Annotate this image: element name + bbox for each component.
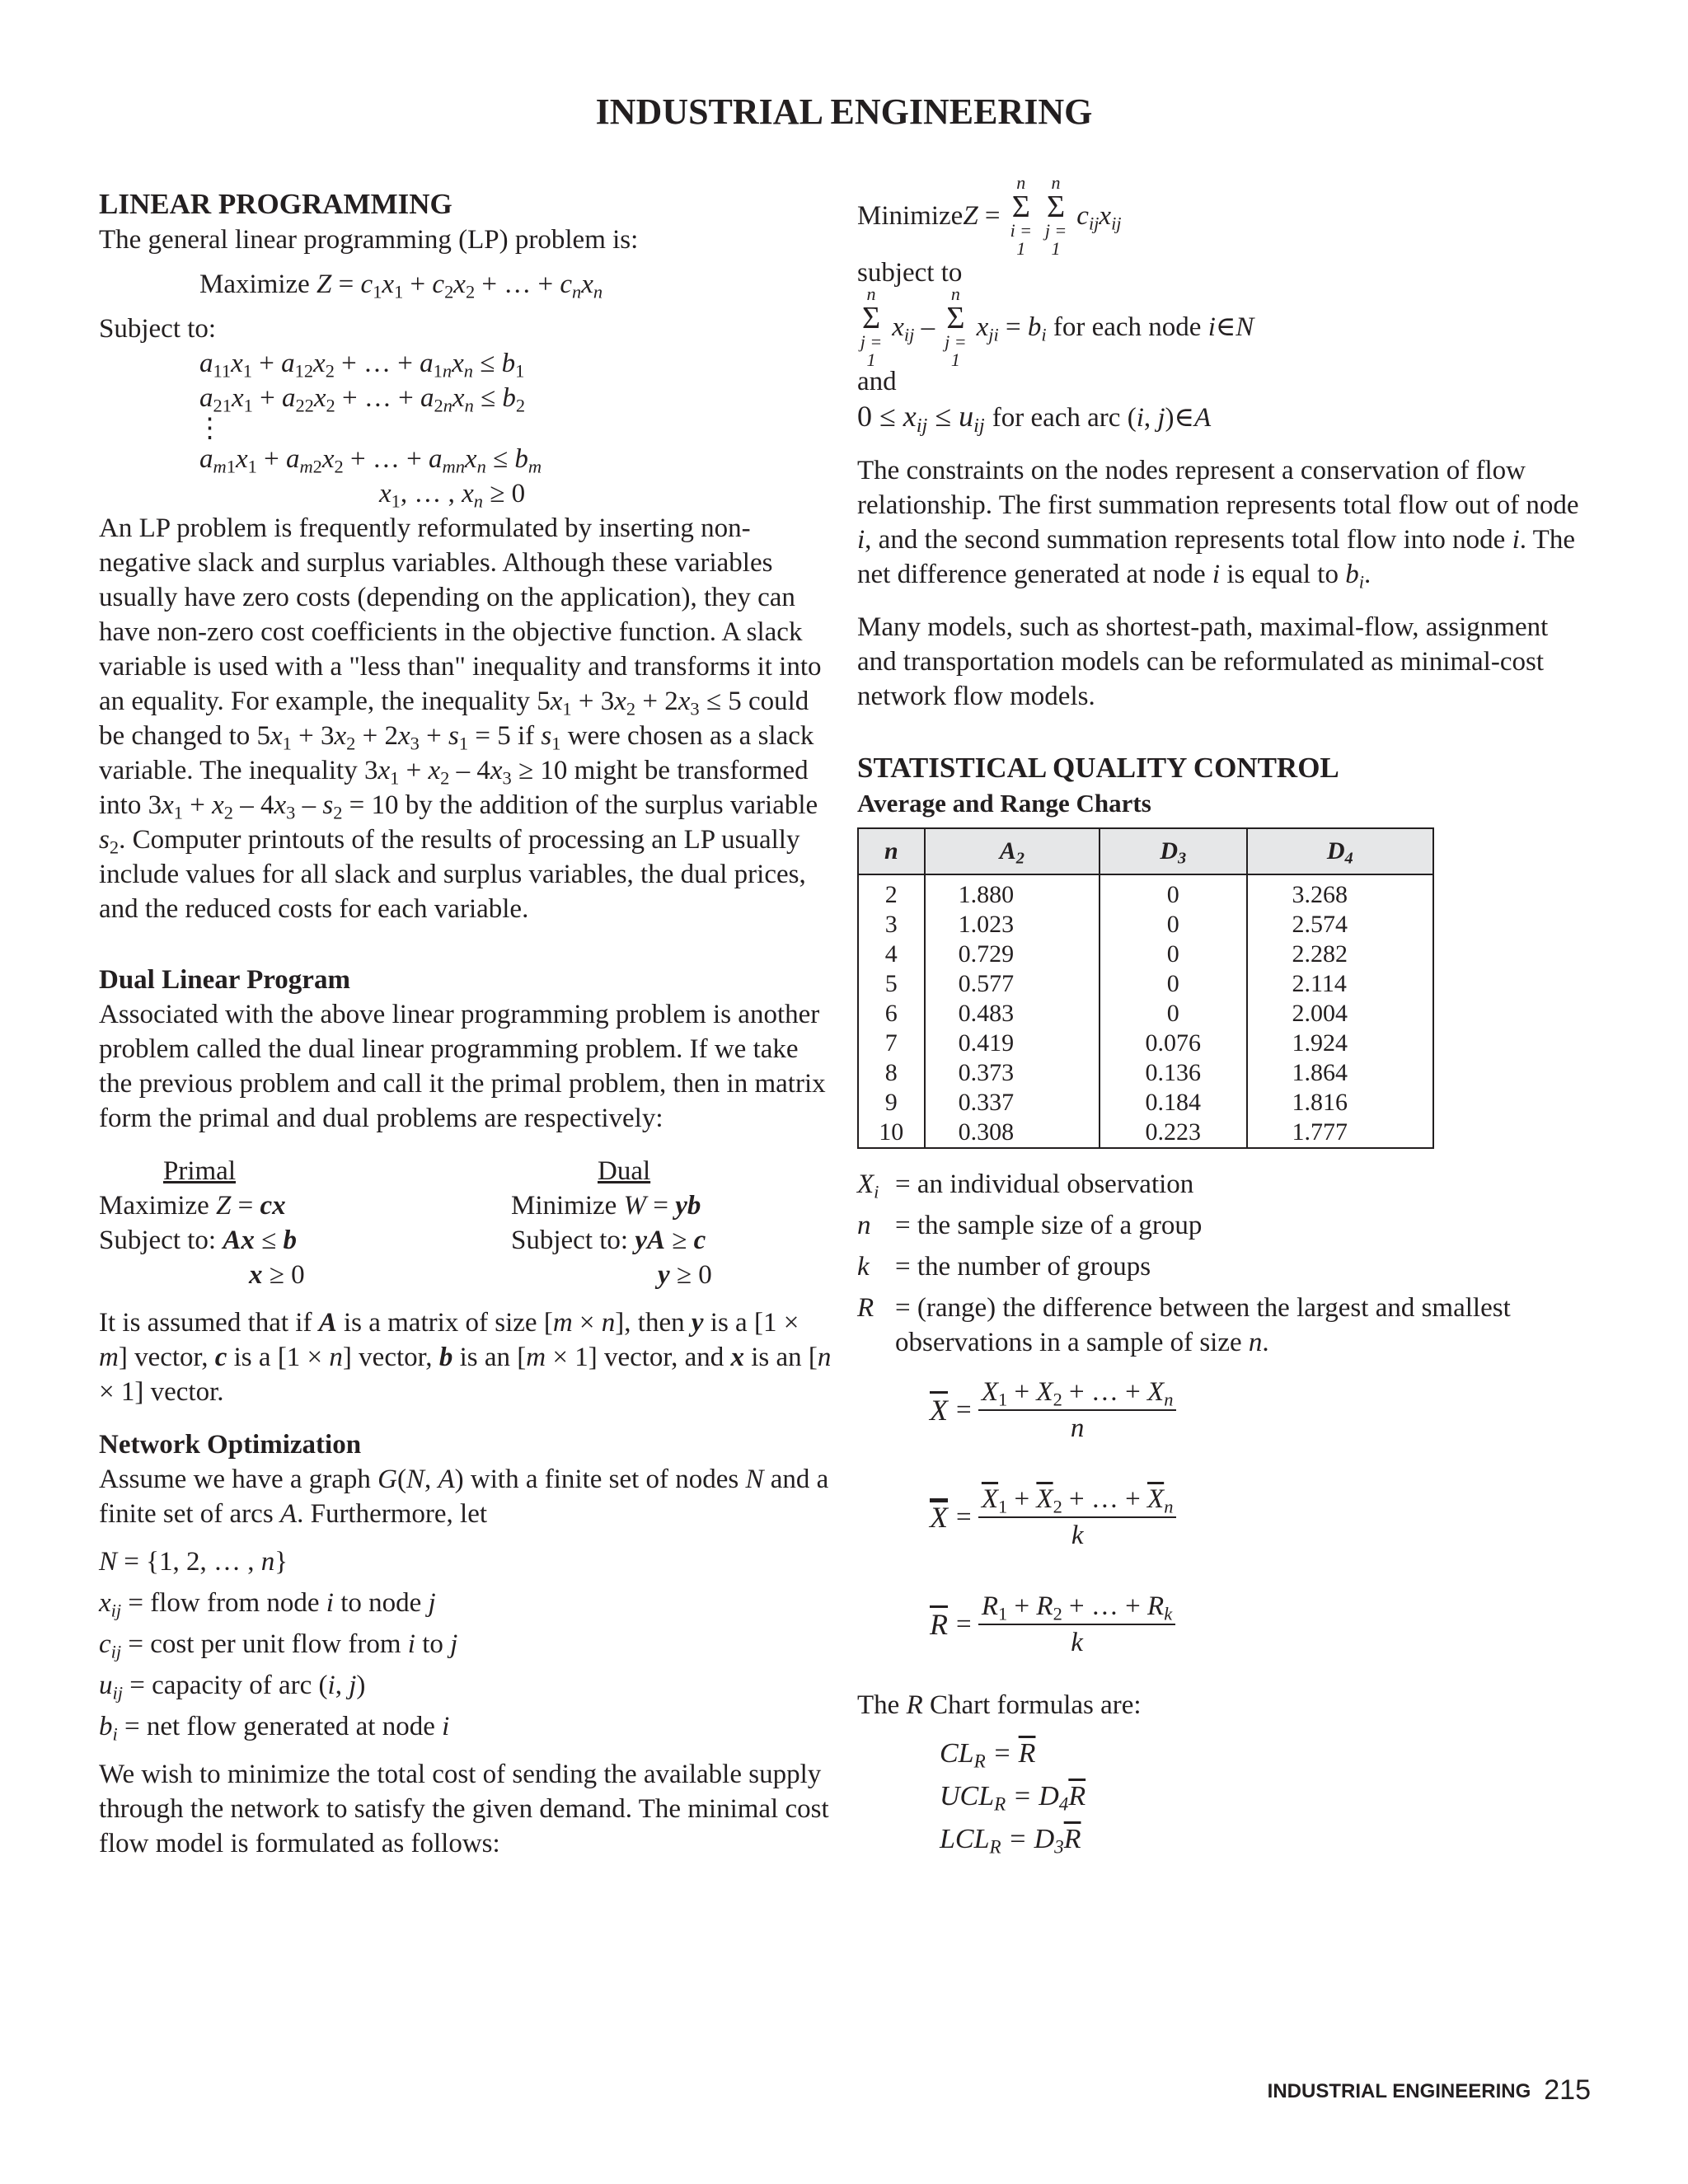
lp-objective: Maximize $Z = c_1x_1 + c_2x_2$ + … + $c_nx_n$	[199, 269, 603, 302]
lp-constraint-1: $a_{11}x_1 + a_{12}x_2$ + … + $a_{1n}x_n \le b_1$	[199, 349, 525, 382]
eq-rbar: $\overline{R}$ = $\frac{R_1 + R_2 + \dots + R_k}{k}$	[857, 1579, 1591, 1670]
lp-subject-to: Subject to:	[99, 314, 217, 344]
table-row	[858, 969, 1433, 999]
def-cost: $c_{ij} = \cos t$ per unit flow from i to j	[99, 1629, 458, 1662]
table-cell: 0.577	[925, 969, 1100, 999]
table-cell: 0.223	[1100, 1118, 1246, 1148]
table-cell: 2.004	[1247, 999, 1433, 1029]
table-cell: 2.282	[1247, 940, 1433, 969]
network-models-paragraph: Many models, such as shortest-path, maximal-flow, assignment and transportation models can be reformulated as minimal-cost network flow models.	[857, 612, 1549, 711]
footer-label: INDUSTRIAL ENGINEERING	[1267, 2080, 1531, 2102]
dual-constraint: Subject to: yA ≥ c	[511, 1226, 706, 1255]
network-conservation: n Σ j = 1 $x_{ij}$ – n Σ j = 1 $x_{ji}$ = $b_i$ for each node i ∈ N	[860, 284, 1254, 370]
table-cell: 1.880	[925, 874, 1100, 910]
primal-nonneg: x ≥ 0	[249, 1260, 305, 1290]
def-n: n = the sample size of a group	[857, 1211, 1203, 1240]
table-cell: 0.419	[925, 1029, 1100, 1058]
sqc-definitions	[857, 1164, 1591, 1360]
table-row	[858, 999, 1433, 1029]
table-cell: 1.924	[1247, 1029, 1433, 1058]
lp-intro: The general linear programming (LP) problem is:	[99, 225, 639, 255]
table-cell: 1.777	[1247, 1118, 1433, 1148]
def-capacity: $u_{ij}$ = capacity of arc (i, j)	[99, 1671, 366, 1704]
network-constraint-explanation: The constraints on the nodes represent a conservation of flow relationship. The first summation represents total flow out of node i, and the second summation represents total flow into node i. The net difference generated at node i is equal to $b_i$.	[857, 456, 1579, 593]
table-cell: 9	[858, 1088, 925, 1118]
def-r: R = (range) the difference between the largest and smallest observations in a sample of size n.	[857, 1293, 1511, 1357]
left-column	[99, 186, 832, 1861]
primal-objective: Maximize Z = cx	[99, 1191, 286, 1221]
header-n: n	[858, 828, 925, 874]
page-number: 215	[1544, 2074, 1591, 2106]
header-d3: $D_3$	[1100, 828, 1246, 874]
table-cell: 2	[858, 874, 925, 910]
table-row	[858, 874, 1433, 910]
table-row	[858, 1088, 1433, 1118]
table-cell: 0.308	[925, 1118, 1100, 1148]
network-and: and	[857, 367, 897, 396]
eq-cl-r: $CL_R = \overline{R}$	[940, 1738, 1036, 1773]
def-node-set: N = {1, 2, … , n}	[99, 1547, 288, 1577]
network-subject-to: subject to	[857, 258, 963, 288]
page-footer	[1268, 2075, 1591, 2107]
table-body	[858, 874, 1433, 1148]
table-cell: 0.184	[1100, 1088, 1246, 1118]
table-row	[858, 940, 1433, 969]
primal-dual-block	[99, 1154, 832, 1296]
network-heading: Network Optimization	[99, 1430, 362, 1460]
dual-nonneg: y ≥ 0	[658, 1260, 712, 1290]
table-cell: 0	[1100, 969, 1246, 999]
table-cell: 7	[858, 1029, 925, 1058]
sqc-heading: STATISTICAL QUALITY CONTROL	[857, 752, 1339, 784]
network-definitions	[99, 1541, 832, 1747]
dual-column	[511, 1154, 832, 1292]
table-cell: 0.483	[925, 999, 1100, 1029]
table-cell: 3.268	[1247, 874, 1433, 910]
network-objective: Minimize Z = n Σ i = 1 n Σ j = 1 $c_{ij}x_{ij}$	[857, 172, 1122, 259]
table-cell: 0.076	[1100, 1029, 1246, 1058]
r-chart-intro: The R Chart formulas are:	[857, 1690, 1142, 1720]
dual-paragraph: Associated with the above linear programming problem is another problem called the dual linear programming problem. If we take the previous problem and call it the primal problem, then in matrix form the primal and dual problems are respectively:	[99, 1000, 826, 1133]
table-row	[858, 910, 1433, 940]
network-min-cost-paragraph: We wish to minimize the total cost of sending the available supply through the network to satisfy the given demand. The minimal cost flow model is formulated as follows:	[99, 1760, 829, 1858]
table-cell: 0	[1100, 999, 1246, 1029]
dual-dimension-paragraph: It is assumed that if A is a matrix of size [m × n], then y is a [1 × m] vector, c is a [1 × n] vector, b is an [m × 1] vector, and x is an [n × 1] vector.	[99, 1308, 832, 1407]
header-a2: $A_2$	[925, 828, 1100, 874]
table-cell: 0.373	[925, 1058, 1100, 1088]
network-paragraph: Assume we have a graph G(N, A) with a finite set of nodes N and a finite set of arcs A. Furthermore, let	[99, 1465, 829, 1529]
table-row	[858, 1029, 1433, 1058]
table-cell: 0.337	[925, 1088, 1100, 1118]
primal-label: Primal	[163, 1156, 236, 1186]
right-column	[857, 172, 1591, 1861]
lp-heading: LINEAR PROGRAMMING	[99, 188, 452, 220]
primal-constraint: Subject to: Ax ≤ b	[99, 1226, 297, 1255]
eq-xdoublebar: $\overline{X}$ = $\frac{\overline{X}_1 + \overline{X}_2 + \dots + \overline{X}_n}{k}$	[857, 1472, 1591, 1563]
dual-label: Dual	[598, 1156, 651, 1186]
table-header-row	[858, 828, 1433, 874]
table-cell: 5	[858, 969, 925, 999]
r-chart-formulas	[857, 1732, 1591, 1861]
control-chart-table	[857, 827, 1434, 1149]
page-title: INDUSTRIAL ENGINEERING	[595, 91, 1093, 132]
table-cell: 10	[858, 1118, 925, 1148]
table-cell: 6	[858, 999, 925, 1029]
table-cell: 0.136	[1100, 1058, 1246, 1088]
table-row	[858, 1118, 1433, 1148]
dual-objective: Minimize W = yb	[511, 1191, 701, 1221]
def-flow: $x_{ij}$ = flow from node i to node j	[99, 1588, 436, 1621]
table-cell: 0.729	[925, 940, 1100, 969]
table-cell: 1.816	[1247, 1088, 1433, 1118]
lp-slack-paragraph: An LP problem is frequently reformulated by inserting non-negative slack and surplus variables. Although these variables usually have zero costs (depending on the application), they can have non-zero cost coefficients in the objective function. A slack variable is used with a "less than" inequality and transforms it into an equality. For example, the inequality $5x_1 + 3x_2 + 2x_3 \le 5$ could be changed to $5x_1 + 3x_2 + 2x_3 + s_1 = 5$ if $s_1$ were chosen as a slack variable. The inequality $3x_1 + x_2 - 4x_3 \ge 10$ might be transformed into $3x_1 + x_2 - 4x_3 - s_2 = 10$ by the addition of the surplus variable $s_2$. Computer printouts of the results of processing an LP usually include values for all slack and surplus variables, the dual prices, and the reduced costs for each variable.	[99, 513, 822, 924]
primal-column	[99, 1154, 511, 1292]
table-cell: 0	[1100, 874, 1246, 910]
def-xi: $X_i$ = an individual observation	[857, 1169, 1194, 1202]
header-d4: $D_4$	[1247, 828, 1433, 874]
def-k: k = the number of groups	[857, 1252, 1151, 1282]
eq-ucl-r: $UCL_R = D_4\overline{R}$	[940, 1781, 1086, 1816]
vertical-ellipsis: ⋮	[196, 414, 223, 443]
lp-constraint-m: $a_{m1}x_1 + a_{m2}x_2$ + … + $a_{mn}x_n \le b_m$	[199, 444, 542, 477]
eq-lcl-r: $LCL_R = D_3\overline{R}$	[940, 1824, 1081, 1858]
table-cell: 2.574	[1247, 910, 1433, 940]
def-net-flow: $b_i$ = net flow generated at node i	[99, 1712, 450, 1745]
table-cell: 1.864	[1247, 1058, 1433, 1088]
table-cell: 2.114	[1247, 969, 1433, 999]
table-cell: 3	[858, 910, 925, 940]
table-cell: 0	[1100, 940, 1246, 969]
lp-constraint-2: $a_{21}x_1 + a_{22}x_2$ + … + $a_{2n}x_n \le b_2$	[199, 383, 526, 416]
dual-heading: Dual Linear Program	[99, 965, 350, 995]
table-row	[858, 1058, 1433, 1088]
table-cell: 8	[858, 1058, 925, 1088]
table-cell: 0	[1100, 910, 1246, 940]
eq-xbar: $\overline{X}$ = $\frac{X_1 + X_2 + \dots + X_n}{n}$	[857, 1365, 1591, 1455]
sqc-subheading: Average and Range Charts	[857, 789, 1151, 818]
lp-nonnegativity: $x_1$, … , $x_n \ge 0$	[379, 479, 526, 512]
table-cell: 1.023	[925, 910, 1100, 940]
table-cell: 4	[858, 940, 925, 969]
network-capacity-constraint: $0 \le x_{ij} \le u_{ij}$ for each arc (i, j)∈A	[857, 400, 1212, 437]
